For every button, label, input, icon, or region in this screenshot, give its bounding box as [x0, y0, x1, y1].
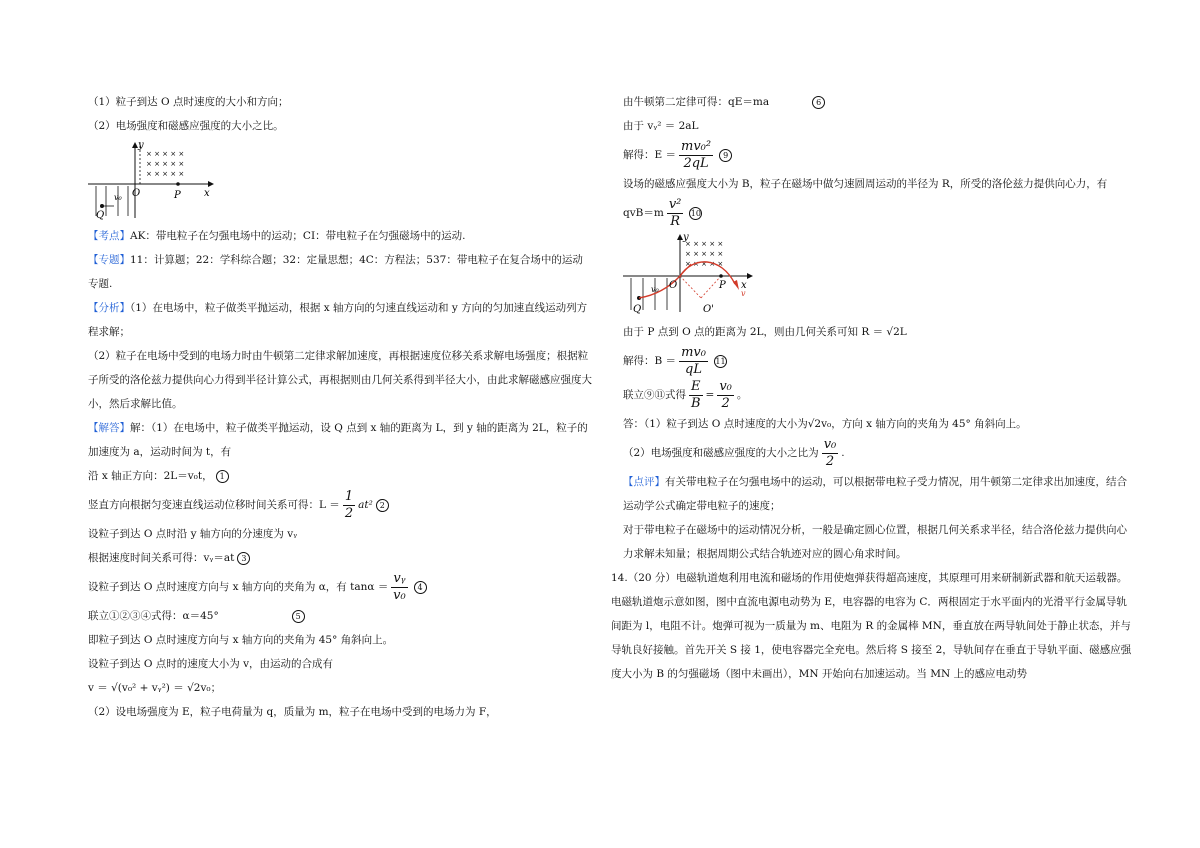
- fraction-denominator: v₀: [393, 587, 406, 603]
- question-1: （1）粒子到达 O 点时速度的大小和方向；: [88, 96, 289, 108]
- axis-x-label: x: [741, 280, 747, 291]
- answer-1: 答：（1）粒子到达 O 点时速度的大小为√2v₀，方向 x 轴方向的夹角为 45° 角斜向上。: [623, 418, 1027, 430]
- axis-y-label: y: [683, 232, 689, 243]
- fraction: [667, 197, 684, 230]
- axis-x-label: x: [204, 188, 210, 199]
- fraction-numerator: v₀: [823, 436, 837, 452]
- field-marks-row: × × × × ×: [685, 240, 724, 248]
- equation-1: [88, 464, 593, 488]
- field-marks-row: × × × × ×: [146, 160, 185, 168]
- equation-number: 11: [715, 356, 726, 366]
- equation-4: [88, 570, 593, 604]
- point-q-label: Q: [96, 210, 105, 220]
- equation-6-text: 由牛顿第二定律可得：qE＝ma: [623, 96, 770, 108]
- equation-number: 5: [292, 610, 305, 623]
- direction-text: 即粒子到达 O 点时速度方向与 x 轴方向的夹角为 45° 角斜向上。: [88, 634, 394, 646]
- velocity-equation: v ＝ √(v₀² + vᵧ²) ＝ √2v₀；: [88, 682, 222, 694]
- equation-2-tail: at²: [358, 499, 373, 511]
- answer-2-text: （2）电场强度和磁感应强度的大小之比为: [623, 447, 819, 459]
- point-p-label: P: [719, 280, 726, 291]
- fraction-numerator: v²: [668, 196, 682, 212]
- equation-11-text: 解得：B ＝: [623, 355, 677, 367]
- equation-2: [88, 488, 593, 522]
- equation-number: 3: [237, 552, 250, 565]
- kaodian-tag: 【考点】: [88, 230, 130, 242]
- zhuanti-line: [88, 248, 593, 296]
- jieda-line: [88, 416, 593, 464]
- fenxi-text-1: （1）在电场中，粒子做类平抛运动，根据 x 轴方向的匀速直线运动和 y 方向的匀加速直线运动列方程求解；: [88, 302, 588, 338]
- zhuanti-tag: 【专题】: [88, 254, 130, 266]
- dianping-tag: 【点评】: [623, 476, 665, 488]
- dianping-line: [623, 470, 1133, 518]
- equation-number: 10: [690, 208, 701, 218]
- fraction-numerator: E: [691, 378, 701, 394]
- kaodian-line: [88, 224, 593, 248]
- equation-number: 4: [414, 581, 427, 594]
- v0-label: v₀: [651, 285, 659, 294]
- fraction: [689, 379, 703, 412]
- figure-trajectory-diagram: [623, 232, 763, 318]
- field-marks-row: × × × × ×: [685, 260, 724, 268]
- fraction-numerator: vᵧ: [393, 570, 406, 586]
- fraction: [822, 437, 839, 470]
- question-2: （2）电场强度和磁感应强度的大小之比。: [88, 120, 284, 132]
- equation-11: [623, 344, 1133, 378]
- equation-number: 9: [719, 149, 732, 162]
- equation-6: [623, 90, 1133, 114]
- figure-field-diagram: [88, 140, 218, 220]
- kaodian-text: AK：带电粒子在匀强电场中的运动；CI：带电粒子在匀强磁场中的运动.: [130, 230, 466, 242]
- left-column: [88, 90, 593, 724]
- equation-number: 6: [812, 96, 825, 109]
- part-2-text: （2）设电场强度为 E，粒子电荷量为 q，质量为 m，粒子在电场中受到的电场力为 F，: [88, 706, 497, 718]
- equation-12: 联立⑨⑪式得 $\frac{E}{B}$ = $\frac{\text{v₀}}{2}$ 。: [623, 378, 748, 411]
- v0-label: v₀: [114, 193, 122, 202]
- field-marks-row: × × × × ×: [146, 150, 185, 158]
- equation-4-text: 设粒子到达 O 点时速度方向与 x 轴方向的夹角为 α，有 tanα ＝: [88, 581, 389, 593]
- field-marks-row: × × × × ×: [146, 170, 185, 178]
- answer-2: （2）电场强度和磁感应强度的大小之比为 $\frac{\text{v₀}}{2}$ .: [623, 436, 845, 469]
- equation-8: [623, 138, 1133, 172]
- equation-3: [88, 546, 593, 570]
- fraction: [717, 379, 734, 412]
- fraction: [679, 139, 713, 172]
- fraction-denominator: 2qL: [683, 155, 709, 171]
- question-14: 14.（20 分）电磁轨道炮利用电流和磁场的作用使炮弹获得超高速度，其原理可用来研制新武器和航天运载器。电磁轨道炮示意如图，图中直流电源电动势为 E，电容器的电容为 C．两根固定于水平面内的光滑平行金属导轨间距为 l，电阻不计。炮弹可视为一质量为 m、电阻为 R 的金属棒 MN，垂直放在两导轨间处于静止状态，并与导轨良好接触。首先开关 S 接 1，使电容器完全充电。然后将 S 接至 2，导轨间存在垂直于导轨平面、磁感应强度大小为 B 的匀强磁场（图中未画出），MN 开始向右加速运动。当 MN 上的感应电动势: [611, 572, 1132, 680]
- dianping-text-2: 对于带电粒子在磁场中的运动情况分析，一般是确定圆心位置，根据几何关系求半径，结合洛伦兹力提供向心力求解未知量；根据周期公式结合轨迹对应的圆心角求时间。: [623, 524, 1127, 560]
- fraction-denominator: 2: [721, 395, 730, 411]
- geometry-text: 由于 P 点到 O 点的距离为 2L，则由几何关系可知 R ＝ √2L: [623, 326, 907, 338]
- fraction-numerator: 1: [344, 488, 354, 504]
- fraction: [391, 571, 407, 604]
- axis-y-label: y: [138, 140, 144, 151]
- dianping-text-1: 有关带电粒子在匀强电场中的运动，可以根据带电粒子受力情况，用牛顿第二定律求出加速度，结合运动学公式确定带电粒子的速度；: [623, 476, 1127, 512]
- vy-definition: 设粒子到达 O 点时沿 y 轴方向的分速度为 vᵧ: [88, 528, 298, 540]
- fraction-numerator: mv₀: [681, 344, 706, 360]
- origin-label: O: [669, 280, 678, 291]
- equation-10-text: qvB＝m: [623, 207, 664, 219]
- equation-5-text: 联立①②③④式得：α＝45°: [88, 610, 219, 622]
- equation-8-text: 解得：E ＝: [623, 149, 677, 161]
- fenxi-tag: 【分析】: [88, 302, 130, 314]
- right-column: [611, 90, 1133, 686]
- fraction: [343, 489, 355, 522]
- point-q-label: Q: [633, 304, 642, 315]
- fraction-denominator: R: [670, 213, 680, 229]
- fenxi-text-2: （2）粒子在电场中受到的电场力时由牛顿第二定律求解加速度，再根据速度位移关系求解电场强度；根据粒子所受的洛伦兹力提供向心力得到半径计算公式，再根据则由几何关系得到半径大小，由此求解磁感应强度大小，然后求解比值。: [88, 350, 592, 410]
- jieda-text-1: 解：（1）在电场中，粒子做类平抛运动，设 Q 点到 x 轴的距离为 L，到 y 轴的距离为 2L，粒子的加速度为 a，运动时间为 t，有: [88, 422, 588, 458]
- equation-7: 由于 vᵧ² ＝ 2aL: [623, 120, 699, 132]
- equation-number: 2: [376, 499, 389, 512]
- field-marks-row: × × × × ×: [685, 250, 724, 258]
- fraction-denominator: qL: [685, 361, 702, 377]
- center-o-prime-label: O': [703, 304, 714, 315]
- jieda-tag: 【解答】: [88, 422, 130, 434]
- zhuanti-text: 11：计算题；22：学科综合题；32：定量思想；4C：方程法；537：带电粒子在复合场中的运动专题.: [88, 254, 583, 290]
- origin-label: O: [132, 188, 141, 199]
- fraction-numerator: v₀: [719, 378, 732, 394]
- equation-3-text: 根据速度时间关系可得：vᵧ＝at: [88, 552, 235, 564]
- fraction-denominator: 2: [825, 453, 835, 469]
- equation-number: 1: [216, 470, 229, 483]
- fraction-denominator: 2: [344, 505, 354, 521]
- fraction-denominator: B: [690, 395, 701, 411]
- equation-1-text: 沿 x 轴正方向：2L＝v₀t，: [88, 470, 213, 482]
- point-p-label: P: [174, 190, 181, 201]
- equation-2-text: 竖直方向根据匀变速直线运动位移时间关系可得：L ＝: [88, 499, 340, 511]
- fenxi-line: [88, 296, 593, 344]
- equation-5: [88, 604, 593, 628]
- velocity-text: 设粒子到达 O 点时的速度大小为 v，由运动的合成有: [88, 658, 334, 670]
- equation-12-text: 联立⑨⑪式得: [623, 389, 686, 401]
- magnetic-text: 设场的磁感应强度大小为 B，粒子在磁场中做匀速圆周运动的半径为 R，所受的洛伦兹力提供向心力，有: [623, 178, 1108, 190]
- equation-10: [623, 196, 1133, 230]
- fraction-numerator: mv₀²: [681, 138, 712, 154]
- fraction: [679, 345, 708, 378]
- v-label: v: [741, 289, 746, 298]
